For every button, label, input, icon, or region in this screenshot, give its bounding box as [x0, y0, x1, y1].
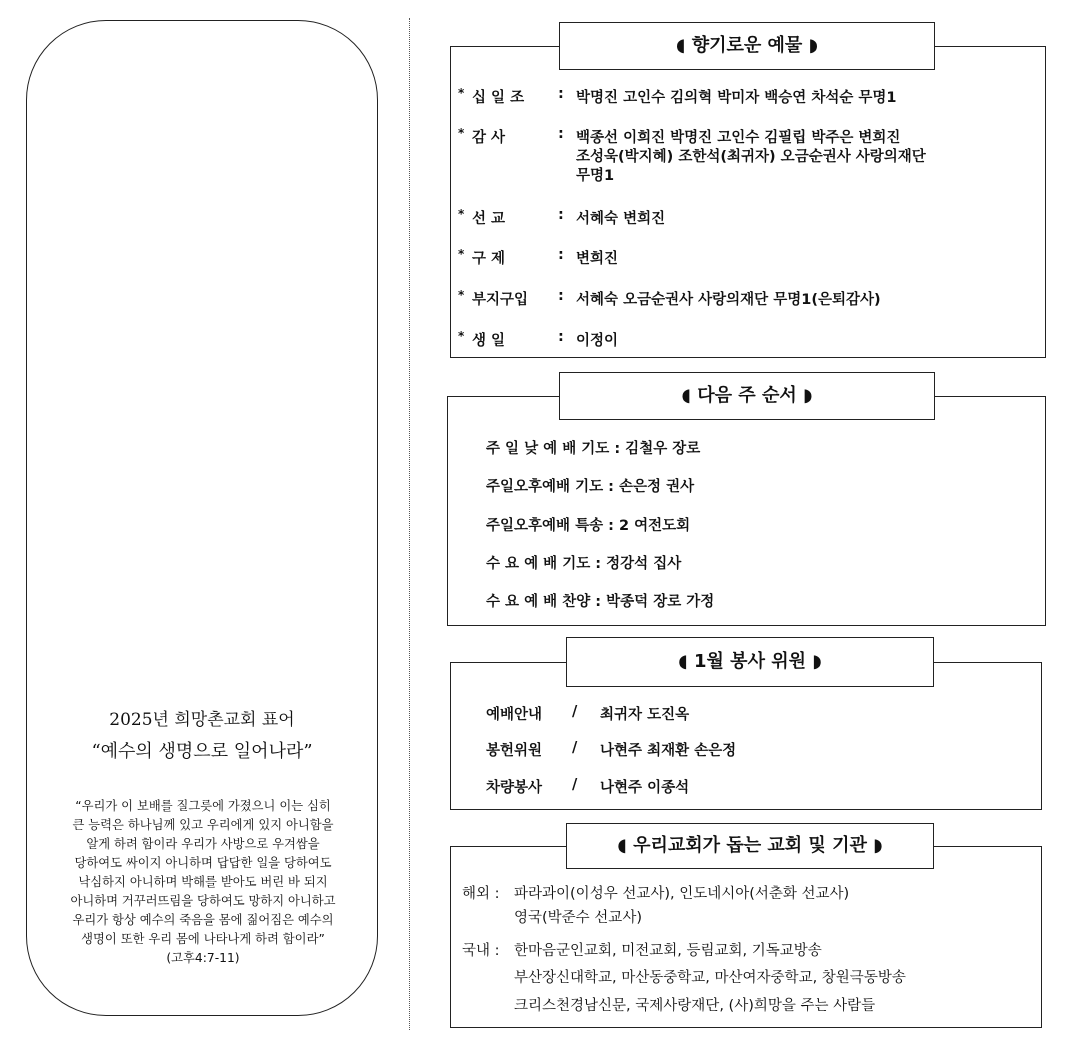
motto-subtitle: “예수의 생명으로 일어나라”: [91, 741, 313, 762]
domestic-line: 한마음군인교회, 미전교회, 등림교회, 기독교방송: [514, 943, 822, 959]
service-row: [486, 739, 737, 760]
service-role: 예배안내: [486, 706, 543, 723]
service-names: 최귀자 도진옥: [600, 706, 690, 723]
verse-line: 큰 능력은 하나님께 있고 우리에게 있지 아니함을: [72, 818, 334, 832]
service-role: 봉헌위원: [486, 742, 543, 759]
verse-line: 알게 하려 함이라 우리가 사방으로 우겨쌈을: [86, 837, 320, 851]
offering-names: 박명진 고인수 김의혁 박미자 백승연 차석순 무명1: [576, 90, 897, 106]
offering-names: 서혜숙 변희진: [576, 211, 666, 227]
separator: :: [558, 207, 564, 223]
overseas-line: 영국(박준수 선교사): [514, 910, 642, 926]
verse-line: “우리가 이 보배를 질그릇에 가졌으니 이는 심히: [75, 799, 331, 813]
next-week-line: 주 일 낮 예 배 기도 : 김철우 장로: [486, 441, 701, 457]
offering-names: 이정이: [576, 333, 619, 349]
offering-label: 생 일: [472, 333, 506, 349]
slash: /: [572, 739, 578, 756]
offering-label: 부지구입: [472, 292, 529, 308]
verse-line: 당하여도 싸이지 아니하며 답답한 일을 당하여도: [74, 856, 332, 870]
verse-line: 아니하며 거꾸러뜨림을 당하여도 망하지 아니하고: [70, 894, 336, 908]
offering-names: 무명1: [576, 168, 615, 184]
offering-names: 변희진: [576, 251, 619, 267]
bullet-icon: *: [458, 288, 465, 302]
separator: :: [558, 288, 564, 304]
overseas-line: 파라과이(이성우 선교사), 인도네시아(서춘화 선교사): [514, 886, 850, 902]
verse-reference: (고후4:7-11): [166, 951, 240, 965]
offering-label: 감 사: [472, 130, 506, 146]
offerings-title: ◖ 향기로운 예물 ◗: [559, 22, 935, 70]
service-row: [486, 776, 690, 797]
slash: /: [572, 776, 578, 793]
verse-line: 생명이 또한 우리 몸에 나타나게 하려 함이라”: [81, 932, 325, 946]
offering-label: 구 제: [472, 251, 506, 267]
next-week-line: 수 요 예 배 기도 : 정강석 집사: [486, 556, 682, 572]
next-week-line: 주일오후예배 특송 : 2 여전도회: [486, 518, 691, 534]
domestic-label: 국내 :: [462, 943, 500, 959]
separator: :: [558, 247, 564, 263]
service-role: 차량봉사: [486, 779, 543, 796]
offering-names: 조성욱(박지혜) 조한석(최귀자) 오금순권사 사랑의재단: [576, 149, 926, 165]
motto-verse: [37, 797, 369, 968]
verse-line: 낙심하지 아니하며 박해를 받아도 버린 바 되지: [78, 875, 328, 889]
bullet-icon: *: [458, 329, 465, 343]
separator: :: [558, 126, 564, 142]
next-week-line: 수 요 예 배 찬양 : 박종덕 장로 가정: [486, 594, 715, 610]
service-names: 나현주 최재환 손은정: [600, 742, 737, 759]
separator: :: [558, 329, 564, 345]
offering-names: 서혜숙 오금순권사 사랑의재단 무명1(은퇴감사): [576, 292, 881, 308]
service-row: [486, 703, 690, 724]
offering-label: 선 교: [472, 211, 506, 227]
motto-panel: [26, 20, 378, 1016]
next-week-title: ◖ 다음 주 순서 ◗: [559, 372, 935, 420]
support-title: ◖ 우리교회가 돕는 교회 및 기관 ◗: [566, 823, 934, 869]
domestic-line: 부산장신대학교, 마산동중학교, 마산여자중학교, 창원극동방송: [514, 970, 906, 986]
motto-title: 2025년 희망촌교회 표어: [109, 710, 295, 730]
offering-names: 백종선 이희진 박명진 고인수 김필립 박주은 변희진: [576, 130, 901, 146]
bullet-icon: *: [458, 247, 465, 261]
service-names: 나현주 이종석: [600, 779, 690, 796]
overseas-label: 해외 :: [462, 886, 500, 902]
domestic-line: 크리스천경남신문, 국제사랑재단, (사)희망을 주는 사람들: [514, 998, 876, 1014]
slash: /: [572, 703, 578, 720]
bullet-icon: *: [458, 207, 465, 221]
offering-label: 십 일 조: [472, 90, 525, 106]
bullet-icon: *: [458, 86, 465, 100]
service-title: ◖ 1월 봉사 위원 ◗: [566, 637, 934, 687]
bullet-icon: *: [458, 126, 465, 140]
page-divider: [409, 18, 410, 1030]
next-week-line: 주일오후예배 기도 : 손은정 권사: [486, 479, 695, 495]
separator: :: [558, 86, 564, 102]
verse-line: 우리가 항상 예수의 죽음을 몸에 짊어짐은 예수의: [72, 913, 334, 927]
